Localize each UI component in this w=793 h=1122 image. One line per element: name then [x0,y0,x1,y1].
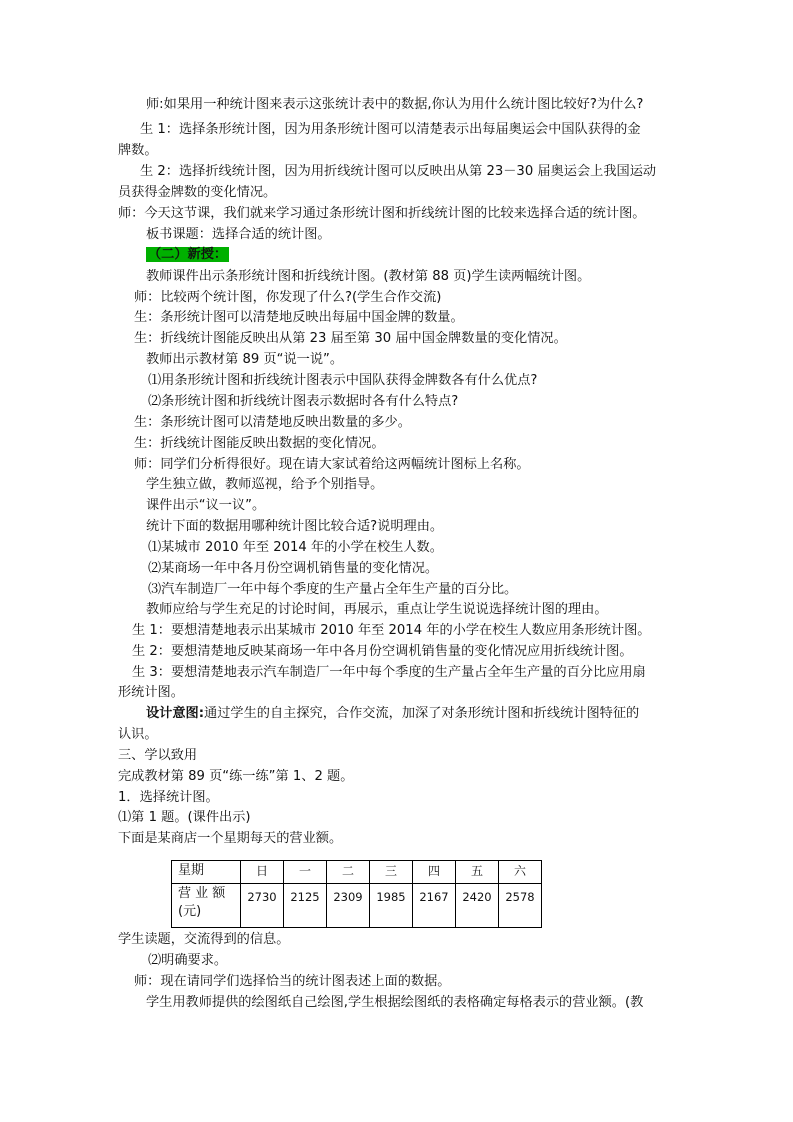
paragraph-line: ⑵某商场一年中各月份空调机销售量的变化情况。 [148,561,439,576]
paragraph-line: 师：现在请同学们选择恰当的统计图表述上面的数据。 [134,974,451,989]
paragraph-line: ⑵明确要求。 [148,953,228,968]
paragraph-line: ⑴用条形统计图和折线统计图表示中国队获得金牌数各有什么优点? [148,373,538,388]
paragraph-line: ⑴某城市 2010 年至 2014 年的小学在校生人数。 [148,540,443,555]
design-intent-text: 通过学生的自主探究，合作交流，加深了对条形统计图和折线统计图特征的 [204,706,640,721]
paragraph-line: 生 2：要想清楚地反映某商场一年中各月份空调机销售量的变化情况应用折线统计图。 [132,644,633,659]
table-cell: 四 [413,861,456,884]
paragraph-line: 生 1：选择条形统计图，因为用条形统计图可以清楚表示出每届奥运会中国队获得的金 [140,122,641,137]
paragraph-line: 完成教材第 89 页“练一练”第 1、2 题。 [118,769,354,784]
table-header-cell: 营 业 额 (元) [172,884,241,928]
paragraph-line: 师：同学们分析得很好。现在请大家试着给这两幅统计图标上名称。 [134,457,530,472]
paragraph-line: ⑵条形统计图和折线统计图表示数据时各有什么特点? [148,394,459,409]
table-cell: 一 [284,861,327,884]
paragraph-line: 形统计图。 [118,685,184,700]
table-cell: 2578 [499,884,542,928]
paragraph-line: 生：条形统计图可以清楚地反映出每届中国金牌的数量。 [134,310,464,325]
table-cell: 二 [327,861,370,884]
paragraph-line: 下面是某商店一个星期每天的营业额。 [118,831,343,846]
table-header-cell: 星期 [172,861,241,884]
paragraph-line: ⑴第 1 题。(课件出示) [118,810,251,825]
paragraph-line: 师:如果用一种统计图来表示这张统计表中的数据,你认为用什么统计图比较好?为什么? [146,97,644,112]
section-heading-highlight: （二）新授： [148,247,228,262]
paragraph-line: 学生独立做，教师巡视，给予个别指导。 [146,477,384,492]
paragraph-line: 生 2：选择折线统计图，因为用折线统计图可以反映出从第 23－30 届奥运会上我国运动 [140,164,657,179]
table-cell: 2125 [284,884,327,928]
paragraph-line: 生：条形统计图可以清楚地反映出数量的多少。 [134,415,411,430]
table-cell: 2167 [413,884,456,928]
table-cell: 五 [456,861,499,884]
table-cell: 六 [499,861,542,884]
paragraph-line: 生：折线统计图能反映出数据的变化情况。 [134,436,385,451]
paragraph-line: 师：今天这节课，我们就来学习通过条形统计图和折线统计图的比较来选择合适的统计图。 [118,206,646,221]
paragraph-line: 生：折线统计图能反映出从第 23 届至第 30 届中国金牌数量的变化情况。 [134,331,567,346]
table-cell: 三 [370,861,413,884]
paragraph-line: 教师课件出示条形统计图和折线统计图。(教材第 88 页)学生读两幅统计图。 [146,269,591,284]
paragraph-line: 认识。 [118,727,158,742]
paragraph-line: 学生用教师提供的绘图纸自己绘图,学生根据绘图纸的表格确定每格表示的营业额。(教 [146,995,644,1010]
paragraph-line: ⑶汽车制造厂一年中每个季度的生产量占全年生产量的百分比。 [148,582,518,597]
sales-table [171,860,542,928]
design-intent-label: 设计意图: [146,706,205,721]
paragraph-line: 1．选择统计图。 [118,790,219,805]
paragraph-line: 课件出示“议一议”。 [146,498,266,513]
paragraph-line: 师：比较两个统计图，你发现了什么?(学生合作交流) [134,290,442,305]
table-cell: 2420 [456,884,499,928]
paragraph-line: 教师应给与学生充足的讨论时间，再展示，重点让学生说说选择统计图的理由。 [146,602,608,617]
paragraph-line: 生 3：要想清楚地表示汽车制造厂一年中每个季度的生产量占全年生产量的百分比应用扇 [132,665,646,680]
paragraph-line: 学生读题，交流得到的信息。 [118,932,290,947]
paragraph-line: 教师出示教材第 89 页“说一说”。 [146,352,344,367]
section-heading: 三、学以致用 [118,748,198,763]
paragraph-line: 生 1：要想清楚地表示出某城市 2010 年至 2014 年的小学在校生人数应用条形统计图。 [132,623,651,638]
paragraph-line: 板书课题：选择合适的统计图。 [146,227,331,242]
table-cell: 日 [241,861,284,884]
table-cell: 2309 [327,884,370,928]
paragraph-line: 牌数。 [118,143,158,158]
paragraph-line: 员获得金牌数的变化情况。 [118,185,277,200]
paragraph-line: 统计下面的数据用哪种统计图比较合适?说明理由。 [146,519,444,534]
table-cell: 1985 [370,884,413,928]
section-heading [146,244,706,265]
table-row [172,884,542,928]
table-cell: 2730 [241,884,284,928]
design-intent-line [146,703,706,724]
table-row [172,861,542,884]
